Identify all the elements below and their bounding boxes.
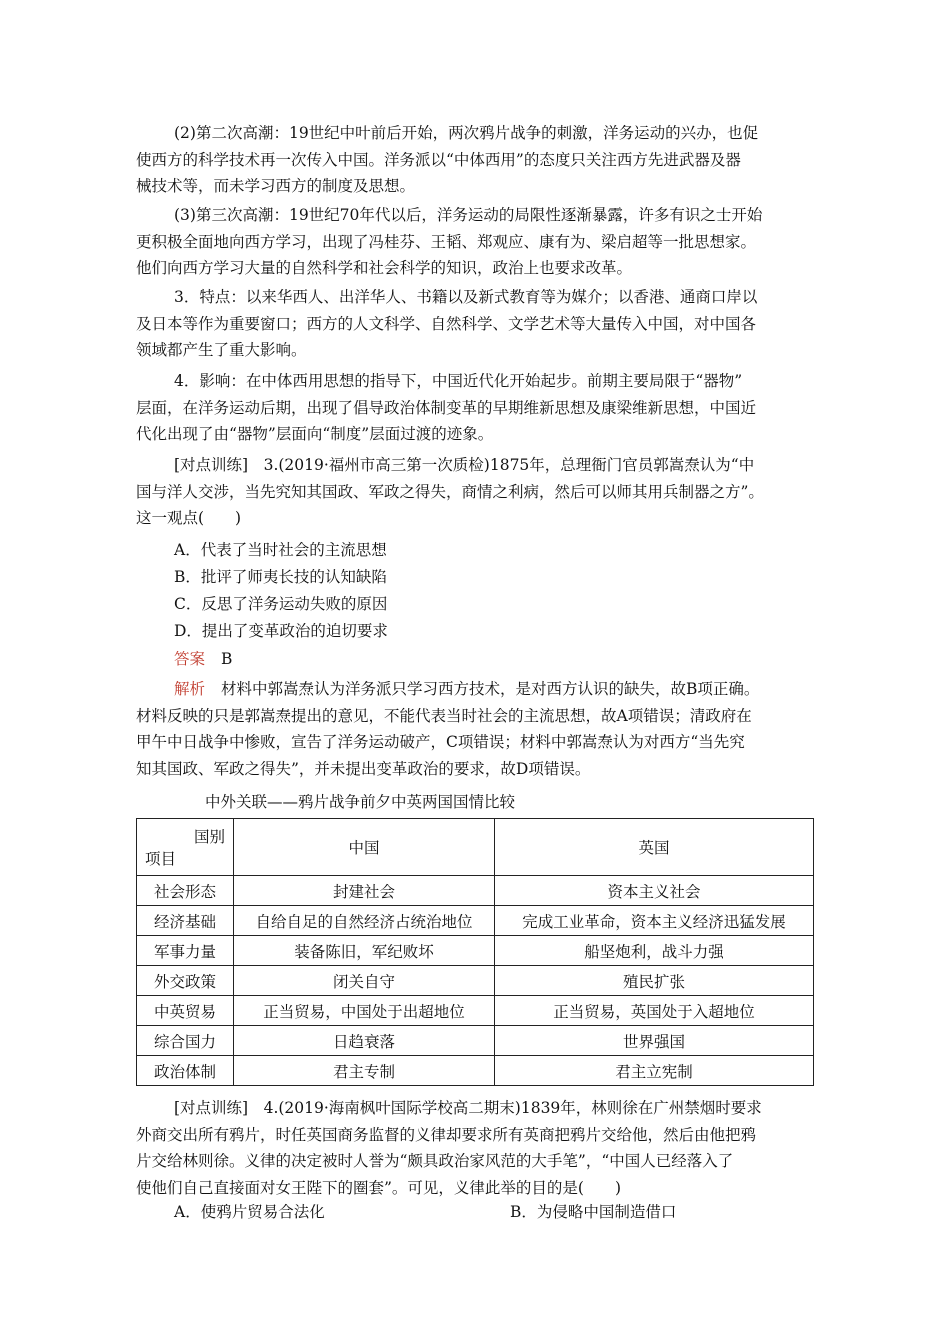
text-line (136, 676, 816, 703)
question-4-option-a: A．使鸦片贸易合法化 (174, 1203, 325, 1221)
row-item: 经济基础 (137, 906, 234, 936)
cell-britain: 君主立宪制 (495, 1056, 814, 1086)
cell-china: 日趋衰落 (234, 1026, 495, 1056)
cell-britain: 正当贸易，英国处于入超地位 (495, 996, 814, 1026)
text-line: 4．影响：在中体西用思想的指导下，中国近代化开始起步。前期主要局限于“器物” (174, 372, 743, 390)
table-corner-cell (137, 819, 234, 876)
text-line: 这一观点( ) (136, 509, 242, 528)
analysis-label: 解析 (174, 680, 206, 698)
text-line: 层面，在洋务运动后期，出现了倡导政治体制变革的早期维新思想及康梁维新思想，中国近 (136, 398, 757, 417)
text-line: 外商交出所有鸦片，时任英国商务监督的义律却要求所有英商把鸦片交给他，然后由他把鸦 (136, 1125, 757, 1144)
answer-value: B (221, 650, 233, 668)
row-item: 外交政策 (137, 966, 234, 996)
table-row (137, 1056, 814, 1086)
row-item: 社会形态 (137, 876, 234, 906)
text-line: 片交给林则徐。义律的决定被时人誉为“颇具政治家风范的大手笔”，“中国人已经落入了 (136, 1152, 734, 1171)
question-3-option-b: B．批评了师夷长技的认知缺陷 (174, 568, 387, 586)
table-row (137, 936, 814, 966)
table-row (137, 966, 814, 996)
cell-china: 正当贸易，中国处于出超地位 (234, 996, 495, 1026)
cell-britain: 船坚炮利，战斗力强 (495, 936, 814, 966)
question-3-option-c: C．反思了洋务运动失败的原因 (174, 595, 388, 613)
text-line: 使西方的科学技术再一次传入中国。洋务派以“中体西用”的态度只关注西方先进武器及器 (136, 150, 741, 169)
question-3-analysis (136, 676, 816, 782)
question-3-stem (136, 452, 816, 532)
question-3-option-a: A．代表了当时社会的主流思想 (174, 541, 387, 559)
text-line: [对点训练] 3.(2019·福州市高三第一次质检)1875年，总理衙门官员郭嵩焘认为“中 (174, 456, 755, 474)
table-row (137, 876, 814, 906)
text-line: 代化出现了由“器物”层面向“制度”层面过渡的迹象。 (136, 425, 494, 444)
column-header-china: 中国 (234, 819, 495, 876)
question-3-option-d: D．提出了变革政治的迫切要求 (174, 622, 388, 640)
cell-britain: 世界强国 (495, 1026, 814, 1056)
row-item: 中英贸易 (137, 996, 234, 1026)
paragraph-features (136, 284, 816, 364)
paragraph-second-wave (136, 120, 816, 200)
text-line: 甲午中日战争中惨败，宣告了洋务运动破产，C项错误；材料中郭嵩焘认为对西方“当先究 (136, 733, 745, 752)
text-line: 领域都产生了重大影响。 (136, 341, 307, 360)
paragraph-third-wave (136, 202, 816, 282)
column-header-britain: 英国 (495, 819, 814, 876)
text-line: 及日本等作为重要窗口；西方的人文科学、自然科学、文学艺术等大量传入中国，对中国各 (136, 314, 757, 333)
comparison-table (136, 818, 814, 1086)
text-line: 3．特点：以来华西人、出洋华人、书籍以及新式教育等为媒介；以香港、通商口岸以 (174, 288, 758, 306)
text-line: 知其国政、军政之得失”，并未提出变革政治的要求，故D项错误。 (136, 759, 591, 778)
cell-britain: 殖民扩张 (495, 966, 814, 996)
cell-china: 自给自足的自然经济占统治地位 (234, 906, 495, 936)
question-3-answer (174, 647, 232, 669)
cell-china: 装备陈旧，军纪败坏 (234, 936, 495, 966)
cell-china: 封建社会 (234, 876, 495, 906)
text-line: (3)第三次高潮：19世纪70年代以后，洋务运动的局限性逐渐暴露，许多有识之士开始 (174, 206, 763, 224)
analysis-text: 材料中郭嵩焘认为洋务派只学习西方技术，是对西方认识的缺失，故B项正确。 (221, 680, 760, 698)
row-item: 政治体制 (137, 1056, 234, 1086)
text-line: 械技术等，而未学习西方的制度及思想。 (136, 177, 416, 196)
cell-china: 君主专制 (234, 1056, 495, 1086)
table-row (137, 996, 814, 1026)
paragraph-influence (136, 368, 816, 448)
row-item: 综合国力 (137, 1026, 234, 1056)
corner-item-label: 项目 (145, 850, 177, 868)
table-row (137, 1026, 814, 1056)
table-header-row (137, 819, 814, 876)
cell-britain: 资本主义社会 (495, 876, 814, 906)
text-line: 材料反映的只是郭嵩焘提出的意见，不能代表当时社会的主流思想，故A项错误；清政府在 (136, 706, 752, 725)
corner-country-label: 国别 (193, 828, 225, 846)
cell-china: 闭关自守 (234, 966, 495, 996)
cell-britain: 完成工业革命，资本主义经济迅猛发展 (495, 906, 814, 936)
table-row (137, 906, 814, 936)
question-4-option-b: B．为侵略中国制造借口 (510, 1203, 677, 1221)
text-line: [对点训练] 4.(2019·海南枫叶国际学校高二期末)1839年，林则徐在广州禁烟时要求 (174, 1099, 762, 1117)
question-4-stem (136, 1095, 816, 1201)
answer-label: 答案 (174, 650, 206, 668)
text-line: 国与洋人交涉，当先究知其国政、军政之得失，商情之利病，然后可以师其用兵制器之方”。 (136, 482, 764, 501)
text-line: 使他们自己直接面对女王陛下的圈套”。可见，义律此举的目的是( ) (136, 1178, 622, 1197)
table-caption: 中外关联——鸦片战争前夕中英两国国情比较 (205, 793, 516, 811)
text-line: 他们向西方学习大量的自然科学和社会科学的知识，政治上也要求改革。 (136, 259, 633, 278)
row-item: 军事力量 (137, 936, 234, 966)
text-line: (2)第二次高潮：19世纪中叶前后开始，两次鸦片战争的刺激，洋务运动的兴办，也促 (174, 124, 759, 142)
text-line: 更积极全面地向西方学习，出现了冯桂芬、王韬、郑观应、康有为、梁启超等一批思想家。 (136, 232, 757, 251)
